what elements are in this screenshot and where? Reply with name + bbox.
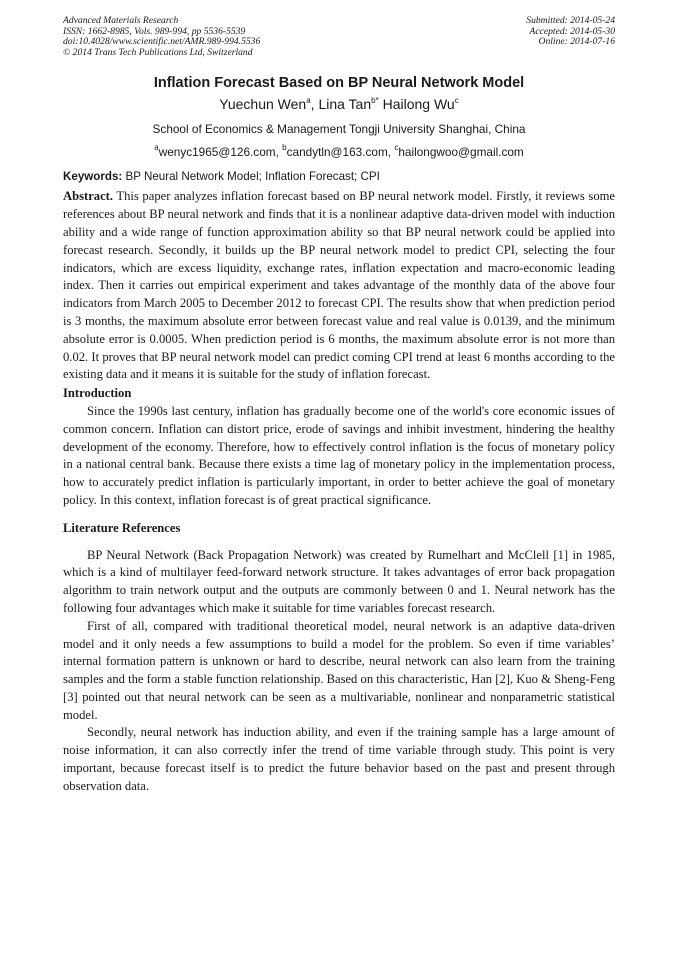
paragraph: Since the 1990s last century, inflation has gradually become one of the world's core economic issues of common concern. Inflation can distort price, erode of savings and inhibit investment, hindering the healthy development of the economy. Therefore, how to effectively control inflation is the focus of monetary policy in a national central bank. Because there exists a time lag of monetary policy in the implementation process, how to accurately predict inflation is particularly important, in order to better achieve the goal of monetary policy. In this context, inflation forecast is of great practical significance. — [63, 403, 615, 507]
section-heading-introduction: Introduction — [63, 386, 132, 401]
paragraph: BP Neural Network (Back Propagation Network) was created by Rumelhart and McClell [1] in 1985, which is a kind of multilayer feed-forward network structure. It takes advantages of error back propagation algorithm to train network output and the outputs are commonly between 0 and 1. Neural network has the following four advantages which make it suitable for time variables forecast research. — [63, 547, 615, 615]
online-date: Online: 2014-07-16 — [538, 36, 615, 48]
author-name: Yuechun Wen — [219, 96, 307, 113]
email-address[interactable]: wenyc1965@126.com — [158, 145, 276, 160]
publication-header — [63, 16, 615, 58]
email-mark: c — [394, 143, 399, 153]
submitted-date: Submitted: 2014-05-24 — [526, 15, 615, 26]
email-mark: b — [282, 143, 287, 153]
email-address[interactable]: candytln@163.com — [286, 145, 388, 160]
paper-page — [63, 16, 615, 796]
email-mark: a — [154, 143, 159, 153]
author-separator: , — [310, 96, 319, 113]
journal-info — [63, 16, 260, 58]
abstract-text: This paper analyzes inflation forecast based on BP neural network model. Firstly, it reviews some references about BP neural network and finds that it is a nonlinear adaptive data-driven model with induction ability and a wide range of function approximation ability so that BP neural network could be applied into forecast research. Secondly, it builds up the BP neural network model to predict CPI, selecting the four indicators, which are excess liquidity, exchange rates, inflation expectation and macro-economic leading index. Then it carries out empirical experiment and takes advantage of the monthly data of the above four indicators from March 2005 to December 2012 to forecast CPI. The results show that when prediction period is 3 months, the maximum absolute error between forecast value and real value is 0.0139, and the minimum absolute error is 0.0005. When prediction period is 6 months, the maximum absolute error is not more than 0.02. It proves that BP neural network model can predict coming CPI trend at least 6 months according to the existing data and it means it is suitable for the study of inflation forecast. — [63, 189, 615, 382]
affiliation: School of Economics & Management Tongji University Shanghai, China — [152, 122, 526, 137]
abstract — [63, 188, 615, 384]
email-list — [63, 145, 615, 159]
paragraph: Secondly, neural network has induction ability, and even if the training sample has a large amount of noise information, it can also correctly infer the trend of time variable through study. This point is very important, because forecast itself is to predict the future behavior based on the past and present through observation data. — [63, 725, 615, 793]
email-address[interactable]: hailongwoo@gmail.com — [398, 145, 524, 160]
keywords-text: BP Neural Network Model; Inflation Forecast; CPI — [122, 170, 380, 184]
keywords — [63, 170, 615, 184]
author-affiliation-mark: b* — [371, 96, 379, 106]
email-separator: , — [387, 145, 395, 160]
author-name: Lina Tan — [318, 96, 372, 113]
journal-name: Advanced Materials Research — [63, 15, 179, 26]
section-heading-literature-references: Literature References — [63, 520, 181, 535]
author-affiliation-mark: a — [306, 96, 311, 106]
keywords-label: Keywords: — [63, 170, 123, 184]
author-affiliation-mark: c — [454, 96, 459, 106]
author-name: Hailong Wu — [382, 96, 455, 113]
abstract-label: Abstract. — [63, 189, 114, 204]
paragraph: First of all, compared with traditional theoretical model, neural network is an adaptive data-driven model and it only needs a few assumptions to build a model for the problem. So even if time variables’ internal formation pattern is unknown or hard to describe, neural network can also learn from the training samples and the form a stable function relationship. Based on this characteristic, Han [2], Kuo & Sheng-Feng [3] pointed out that neural network can be seen as a multivariable, nonlinear and nonparametric statistical model. — [63, 618, 615, 722]
accepted-date: Accepted: 2014-05-30 — [529, 25, 615, 37]
copyright-line: © 2014 Trans Tech Publications Ltd, Switzerland — [63, 46, 253, 58]
publication-dates — [526, 16, 615, 58]
paper-title: Inflation Forecast Based on BP Neural Network Model — [153, 75, 525, 92]
doi-line: doi:10.4028/www.scientific.net/AMR.989-994.5536 — [63, 36, 261, 48]
issn-line: ISSN: 1662-8985, Vols. 989-994, pp 5536-5539 — [63, 25, 246, 37]
author-list — [63, 95, 615, 113]
email-separator: , — [275, 145, 283, 160]
